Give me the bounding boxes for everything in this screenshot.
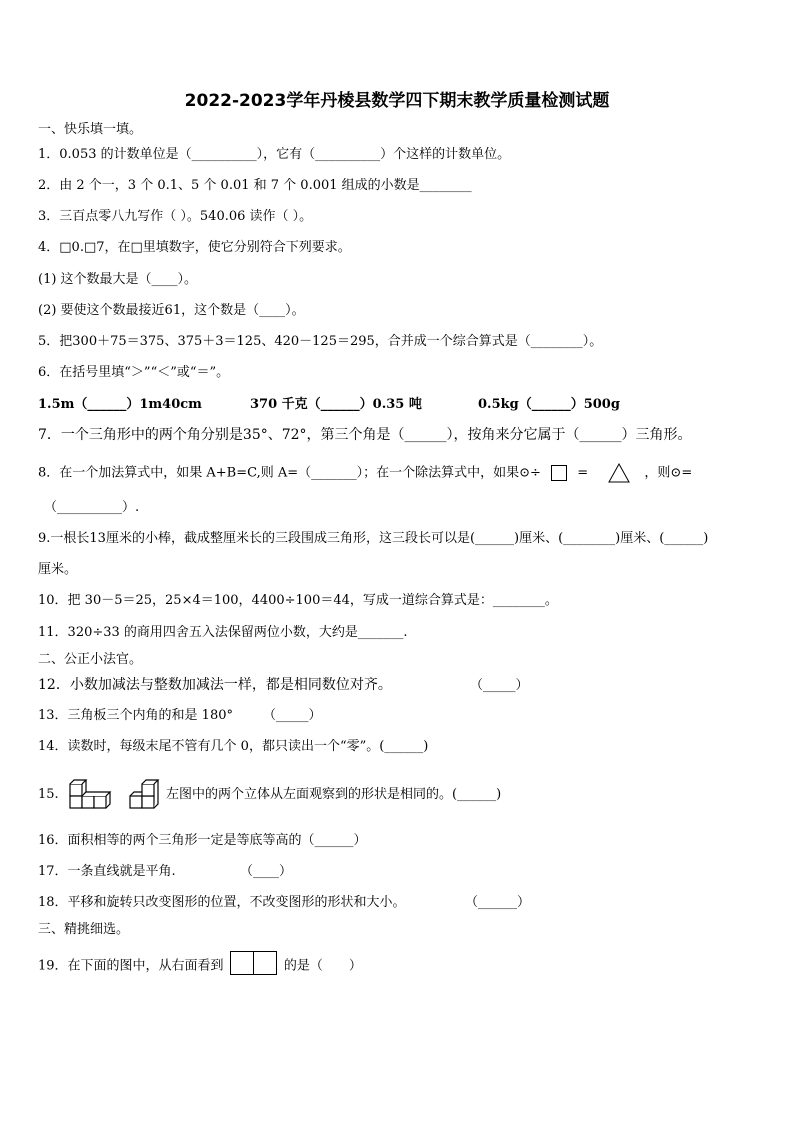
question-12-answer: （_____） <box>470 678 529 693</box>
question-4-part-1: (1) 这个数最大是（____）。 <box>38 272 198 287</box>
question-6-item-3: 0.5kg（______）500g <box>478 397 620 412</box>
question-8-equals: = <box>577 465 589 481</box>
question-15: 左图中的两个立体从左面观察到的形状是相同的。(______) <box>166 787 502 802</box>
question-15-number: 15. <box>38 787 59 802</box>
question-6: 6．在括号里填“＞”“＜”或“＝”。 <box>38 365 230 380</box>
question-9: 9.一根长13厘米的小棒，截成整厘米长的三段围成三角形，这三段长可以是(______)厘米、(________)厘米、(______) <box>38 531 709 546</box>
question-8-text: 8．在一个加法算式中，如果 A+B=C,则 A=（_______）；在一个除法算式中，如果⊙÷ <box>38 465 541 481</box>
question-13-answer: （_____） <box>263 708 322 723</box>
question-19-text: 19．在下面的图中，从右面看到 <box>38 958 224 974</box>
question-6-item-1: 1.5m（______）1m40cm <box>38 397 202 412</box>
question-19-text-end: 的是（ ） <box>283 958 362 974</box>
question-17: 17．一条直线就是平角. <box>38 864 176 879</box>
question-4-part-2: (2) 要使这个数最接近61，这个数是（____）。 <box>38 303 305 318</box>
question-1: 1．0.053 的计数单位是（__________），它有（__________）个这样的计数单位。 <box>38 147 511 162</box>
question-7: 7．一个三角形中的两个角分别是35°、72°，第三个角是（______），按角来分它属于（______）三角形。 <box>38 427 692 443</box>
square-icon <box>551 465 567 481</box>
question-8-text-end: ，则⊙= <box>644 465 693 481</box>
section-heading-1: 一、快乐填一填。 <box>38 122 143 137</box>
question-18-answer: （______） <box>465 895 531 910</box>
cube-figure-right <box>128 774 168 812</box>
question-10: 10．把 30－5＝25，25×4＝100，4400÷100＝44，写成一道综合算式是：________。 <box>38 593 558 608</box>
triangle-icon <box>608 463 630 483</box>
question-6-item-2: 370 千克（______）0.35 吨 <box>250 397 422 412</box>
question-19 <box>38 951 362 981</box>
question-17-answer: （____） <box>240 864 293 879</box>
question-18: 18．平移和旋转只改变图形的位置，不改变图形的形状和大小。 <box>38 895 406 910</box>
question-14: 14．读数时，每级末尾不管有几个 0，都只读出一个“零”。(______) <box>38 739 429 754</box>
question-2: 2．由 2 个一，3 个 0.1、5 个 0.01 和 7 个 0.001 组成的小数是________ <box>38 178 472 193</box>
section-heading-3: 三、精挑细选。 <box>38 922 130 937</box>
question-11: 11．320÷33 的商用四舍五入法保留两位小数，大约是_______. <box>38 625 408 640</box>
two-square-icon <box>230 951 278 981</box>
question-12: 12．小数加减法与整数加减法一样，都是相同数位对齐。 <box>38 677 392 693</box>
question-5: 5．把300＋75＝375、375＋3＝125、420－125＝295，合并成一个综合算式是（________）。 <box>38 334 603 349</box>
question-8 <box>38 463 692 483</box>
question-9-continued: 厘米。 <box>38 562 78 577</box>
cube-figure-left <box>68 774 112 812</box>
section-heading-2: 二、公正小法官。 <box>38 652 143 667</box>
question-8-continued: （__________）. <box>44 500 140 515</box>
question-13: 13．三角板三个内角的和是 180° <box>38 708 233 723</box>
question-4: 4．□0.□7，在□里填数字，使它分别符合下列要求。 <box>38 240 351 255</box>
question-3: 3．三百点零八九写作（ ）。540.06 读作（ ）。 <box>38 209 313 224</box>
question-16: 16．面积相等的两个三角形一定是等底等高的（______） <box>38 833 367 848</box>
page-title: 2022-2023学年丹棱县数学四下期末教学质量检测试题 <box>184 91 610 111</box>
